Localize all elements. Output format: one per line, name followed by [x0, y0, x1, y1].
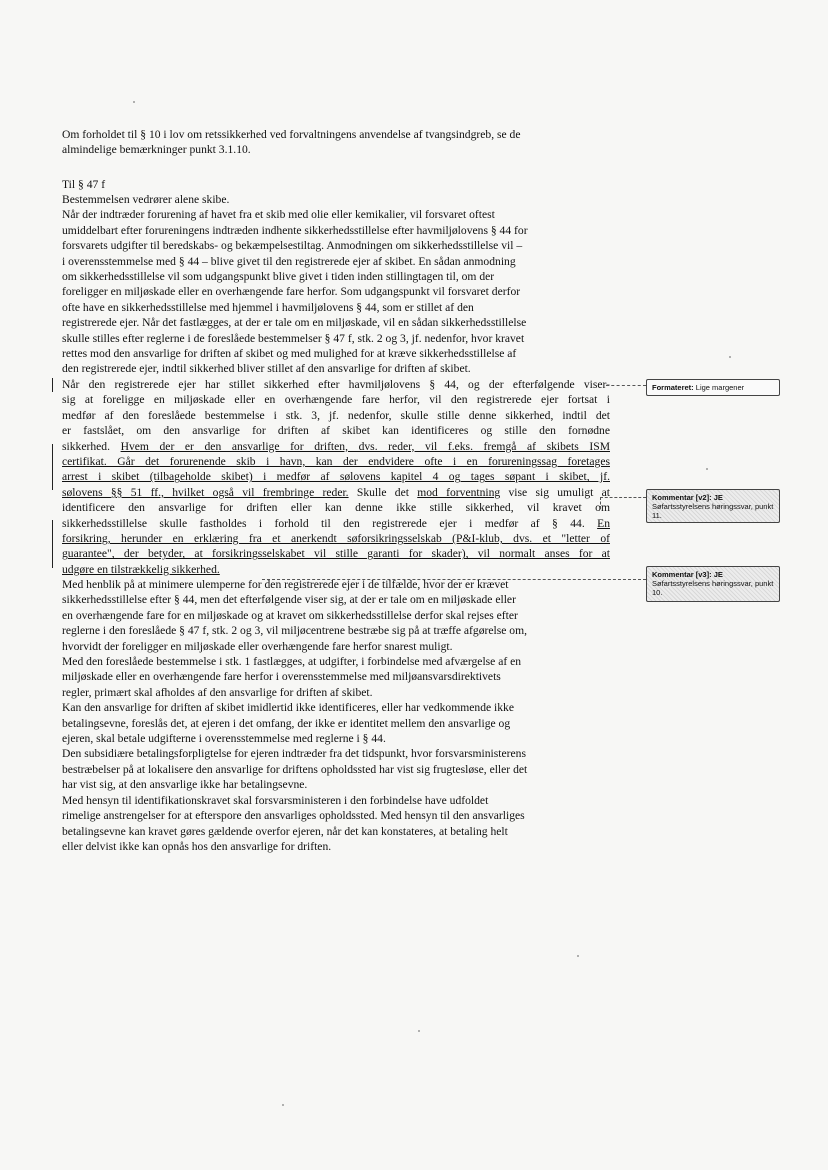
inserted-text: Hvem der er den ansvarlige for driften, dvs. reder, vil f.eks. fremgå af skibets ISM: [120, 439, 610, 453]
text-line: umiddelbart efter forureningens indtræden indhente sikkerhedsstillelse efter havmiljølovens § 44 for: [62, 223, 528, 237]
text-line: rettes mod den ansvarlige for driften af skibet og med mulighed for at kræve sikkerhedsstillelse af: [62, 347, 517, 361]
text-segment: sig at foreligge en miljøskade eller en overhængende fare herfor, vil den registrerede ejer fortsat i: [62, 393, 610, 407]
comment-balloon-2[interactable]: [646, 566, 780, 602]
text-line: ofte have en sikkerhedsstillelse med hjemmel i havmiljølovens § 44, som er stillet af den: [62, 300, 474, 314]
text-line: [62, 377, 610, 392]
formatting-leader-line: [606, 385, 646, 386]
text-line: [62, 439, 610, 454]
inserted-text: guarantee", der betyder, at forsikringsselskabet vil stille garanti for skader), vil normalt anses for at: [62, 547, 610, 561]
change-bar: [52, 378, 53, 392]
text-line: Med den foreslåede bestemmelse i stk. 1 fastlægges, at udgifter, i forbindelse med afværgelse af en: [62, 655, 522, 669]
text-line: ejeren, skal betale udgifterne i overensstemmelse med reglerne i § 44.: [62, 732, 386, 746]
text-line: Om forholdet til § 10 i lov om retssikkerhed ved forvaltningens anvendelse af tvangsindgreb, se de: [62, 128, 521, 141]
formatting-balloon[interactable]: [646, 379, 780, 396]
change-bar: [52, 520, 53, 568]
text-line: [62, 454, 610, 469]
inserted-text: mod forventning: [417, 485, 501, 499]
text-segment: er fastslået, om den ansvarlige for driften af skibet kan identificeres og stille den fornødne: [62, 424, 610, 438]
inserted-text: forsikring, herunder en erklæring fra et anerkendt søforsikringsselskab (P&I-klub, dvs. et "letter of: [62, 532, 610, 546]
text-line: [62, 562, 610, 577]
text-segment: sikkerhed.: [62, 439, 121, 453]
scan-speck: [577, 955, 579, 957]
scan-speck: [282, 1104, 284, 1106]
text-line: betalingsevne, foreslås det, at ejeren i det omfang, der ikke er identitet mellem den ansvarlige og: [62, 716, 511, 730]
formatting-balloon-label: Formateret:: [652, 383, 694, 392]
text-segment: vise sig umuligt at: [500, 485, 610, 499]
scan-speck: [418, 1030, 420, 1032]
comment-2-label: Kommentar [v3]:: [652, 570, 712, 579]
inserted-text: arrest i skibet (tilbageholde skibet) i medfør af sølovens kapitel 4 og tages søpant i skibet, jf.: [62, 470, 610, 484]
comment-2-initials: JE: [713, 570, 723, 579]
text-line: regler, primært skal afholdes af den ansvarlige for driften af skibet.: [62, 685, 373, 699]
text-line: Med henblik på at minimere ulemperne for den registrerede ejer i de tilfælde, hvor der er krævet: [62, 578, 509, 591]
text-line: sikkerhedsstillelse efter § 44, men det efterfølgende viser sig, at der er tale om en miljøskade eller: [62, 593, 516, 607]
comment-leader-line: [262, 579, 646, 580]
text-line: [62, 423, 610, 438]
text-line: hvorvidt der foreligger en miljøskade eller overhængende fare herfor snarest muligt.: [62, 639, 453, 653]
text-line: Når der indtræder forurening af havet fra et skib med olie eller kemikalier, vil forsvaret oftest: [62, 208, 495, 222]
text-line: miljøskade eller en overhængende fare herfor i overensstemmelse med miljøansvarsdirektivets: [62, 670, 501, 684]
text-line: om sikkerhedsstillelse vil som udgangspunkt blive givet i tiden inden stillingtagen til, om der: [62, 270, 495, 284]
text-line: [62, 392, 610, 407]
text-line: har vist sig, at den ansvarlige ikke har betalingsevne.: [62, 778, 308, 792]
paragraph-c: [62, 577, 610, 854]
paragraph-b-tracked: [62, 377, 610, 577]
formatting-balloon-text: Lige margener: [695, 383, 745, 392]
section-heading-text: Til § 47 f: [62, 178, 106, 191]
intro-paragraph: [62, 127, 610, 158]
text-line: i overensstemmelse med § 44 – blive givet til den registrerede ejer af skibet. En sådan anmodning: [62, 254, 516, 268]
inserted-text: En: [597, 516, 610, 530]
inserted-text: certifikat. Går det forurenende skib i havn, kan der endvidere ofte i en forureningssag foretages: [62, 455, 610, 469]
text-line: skulle stilles efter reglerne i de foreslåede bestemmelser § 47 f, stk. 2 og 3, jf. nedenfor, hvor kravet: [62, 331, 525, 345]
text-segment: Når den registrerede ejer har stillet sikkerhed efter havmiljølovens § 44, og der efterfølgende viser-: [62, 378, 610, 391]
comment-leader-line: [600, 497, 601, 509]
text-line: registrerede ejer. Når det fastlægges, at der er tale om en miljøskade, vil en sådan sikkerhedsstillelse: [62, 316, 527, 330]
inserted-text: sølovens §§ 51 ff., hvilket også vil frembringe reder.: [62, 485, 349, 499]
text-line: rimelige anstrengelser for at efterspore den ansvarliges opholdssted. Med hensyn til den ansvarliges: [62, 809, 525, 823]
text-line: Bestemmelsen vedrører alene skibe.: [62, 193, 230, 206]
text-line: betalingsevne kan kravet gøres gældende overfor ejeren, når det kan konstateres, at betaling helt: [62, 824, 508, 838]
scan-speck: [706, 468, 708, 470]
text-line: Kan den ansvarlige for driften af skibet imidlertid ikke identificeres, eller har vedkommende ikke: [62, 701, 514, 715]
change-bar: [52, 444, 53, 490]
comment-1-text: Søfartsstyrelsens høringssvar, punkt 11.: [652, 502, 774, 520]
scan-speck: [729, 356, 731, 358]
text-line: almindelige bemærkninger punkt 3.1.10.: [62, 143, 251, 157]
text-line: [62, 485, 610, 500]
text-line: [62, 516, 610, 531]
text-line: den registrerede ejer, indtil sikkerhed bliver stillet af den ansvarlige for driften af skibet.: [62, 362, 471, 376]
comment-balloon-1[interactable]: [646, 489, 780, 523]
text-segment: medfør af den foreslåede bestemmelse i stk. 3, jf. nedenfor, skulle stille denne sikkerhed, indtil det: [62, 408, 610, 422]
text-line: foreligger en miljøskade eller en overhængende fare herfor. Som udgangspunkt vil forsvaret derfor: [62, 285, 521, 299]
text-line: [62, 469, 610, 484]
text-segment: Skulle det: [348, 485, 418, 499]
text-line: [62, 531, 610, 546]
text-line: Med hensyn til identifikationskravet skal forsvarsministeren i den forbindelse have udfoldet: [62, 793, 489, 807]
text-line: Den subsidiære betalingsforpligtelse for ejeren indtræder fra det tidspunkt, hvor forsvarsministerens: [62, 747, 526, 761]
scan-speck: [133, 101, 135, 103]
text-line: [62, 500, 610, 515]
text-line: reglerne i den foreslåede § 47 f, stk. 2 og 3, vil miljøcentrene bestræbe sig på at træffe afgørelse om,: [62, 624, 528, 638]
paragraph-a: [62, 192, 610, 377]
text-segment: sikkerhedsstillelse skulle fastholdes i forhold til den registrerede ejer i medfør af § 44.: [62, 516, 598, 530]
text-line: [62, 408, 610, 423]
comment-2-text: Søfartsstyrelsens høringssvar, punkt 10.: [652, 579, 774, 597]
comment-1-initials: JE: [713, 493, 723, 502]
text-line: [62, 546, 610, 561]
comment-1-label: Kommentar [v2]:: [652, 493, 712, 502]
text-line: bestræbelser på at lokalisere den ansvarlige for driftens opholdssted har vist sig frugtesløse, eller det: [62, 762, 528, 776]
inserted-text: udgøre en tilstrækkelig sikkerhed.: [62, 562, 220, 576]
comment-leader-line: [600, 497, 646, 498]
text-line: en overhængende fare for en miljøskade og at kravet om sikkerhedsstillelse derfor skal rejses efter: [62, 608, 518, 622]
text-line: eller delvist ikke kan opnås hos den ansvarlige for driften.: [62, 839, 332, 853]
text-line: forsvarets udgifter til beredskabs- og bekæmpelsestiltag. Anmodningen om sikkerhedsstillelse vil –: [62, 239, 523, 253]
section-heading: [62, 177, 610, 192]
text-segment: identificere den ansvarlige for driften eller kan denne ikke stille sikkerhed, vil kravet om: [62, 501, 610, 515]
